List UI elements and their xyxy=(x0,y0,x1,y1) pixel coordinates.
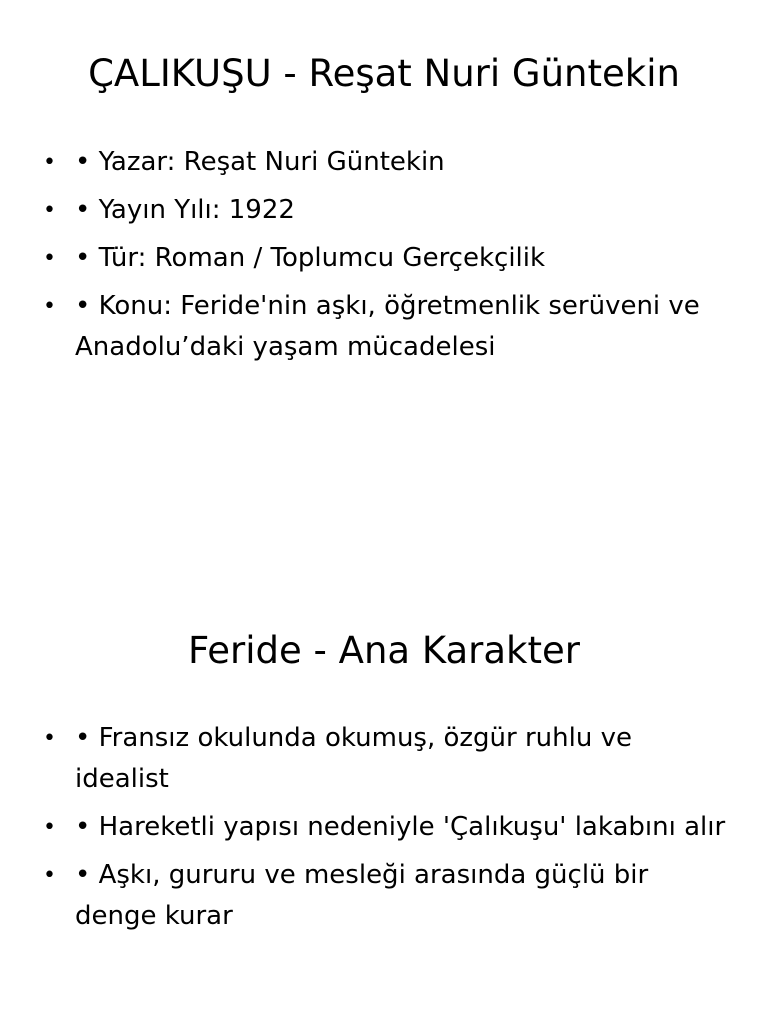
bullet-text: • Yazar: Reşat Nuri Güntekin xyxy=(75,147,445,177)
bullet-item xyxy=(0,286,768,368)
bullet-marker: • xyxy=(43,150,56,175)
bullet-item xyxy=(0,807,768,848)
bullet-text: • Fransız okulunda okumuş, özgür ruhlu ve idealist xyxy=(75,723,632,794)
bullet-marker: • xyxy=(43,815,56,840)
bullet-marker: • xyxy=(43,198,56,223)
slide-title: ÇALIKUŞU - Reşat Nuri Güntekin xyxy=(88,52,680,95)
bullet-list xyxy=(0,142,768,375)
bullet-item xyxy=(0,142,768,183)
bullet-item xyxy=(0,718,768,800)
bullet-list xyxy=(0,718,768,944)
bullet-text: • Yayın Yılı: 1922 xyxy=(75,195,295,225)
bullet-text: • Tür: Roman / Toplumcu Gerçekçilik xyxy=(75,243,546,273)
bullet-marker: • xyxy=(43,726,56,751)
bullet-item xyxy=(0,238,768,279)
slide-2 xyxy=(0,576,768,1024)
bullet-marker: • xyxy=(43,294,56,319)
bullet-text: • Konu: Feride'nin aşkı, öğretmenlik serüveni ve Anadolu’daki yaşam mücadelesi xyxy=(75,291,700,362)
bullet-marker: • xyxy=(43,246,56,271)
bullet-item xyxy=(0,855,768,937)
slide-title: Feride - Ana Karakter xyxy=(188,629,580,672)
bullet-marker: • xyxy=(43,863,56,888)
bullet-text: • Hareketli yapısı nedeniyle 'Çalıkuşu' lakabını alır xyxy=(75,812,726,842)
bullet-item xyxy=(0,190,768,231)
bullet-text: • Aşkı, gururu ve mesleği arasında güçlü bir denge kurar xyxy=(75,860,649,931)
